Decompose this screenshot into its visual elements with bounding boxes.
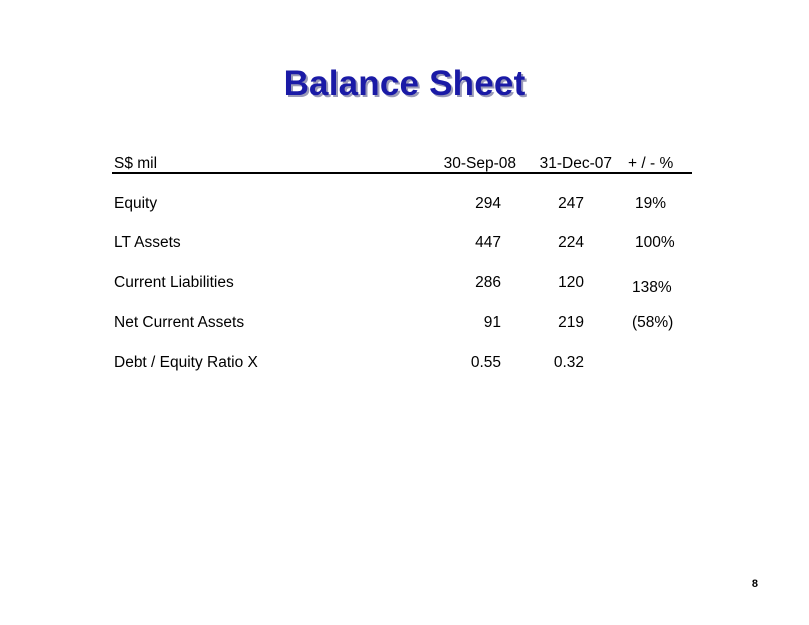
row-period1: 91 xyxy=(483,314,501,331)
row-label: Current Liabilities xyxy=(114,274,234,291)
row-change: 138% xyxy=(632,279,672,296)
row-period2: 219 xyxy=(558,314,584,331)
row-label: Debt / Equity Ratio X xyxy=(114,354,258,371)
row-label: Net Current Assets xyxy=(114,314,245,331)
row-label: LT Assets xyxy=(114,234,181,251)
row-period2: 224 xyxy=(558,234,584,251)
row-change: 100% xyxy=(635,234,675,251)
row-period1: 294 xyxy=(475,195,501,212)
row-change: 19% xyxy=(635,195,667,212)
header-period1: 30-Sep-08 xyxy=(443,155,516,172)
row-period2: 247 xyxy=(558,195,584,212)
row-period1: 286 xyxy=(475,274,501,291)
header-label: S$ mil xyxy=(114,155,158,172)
row-period2: 120 xyxy=(558,274,584,291)
page-number: 8 xyxy=(751,578,758,590)
header-rule xyxy=(112,172,692,174)
header-period2: 31-Dec-07 xyxy=(539,155,612,172)
row-period1: 0.55 xyxy=(470,354,501,371)
row-change: (58%) xyxy=(632,314,674,331)
slide-title: Balance Sheet xyxy=(283,64,526,103)
row-label: Equity xyxy=(114,195,158,212)
row-period1: 447 xyxy=(475,234,501,251)
header-change: + / - % xyxy=(628,155,674,172)
row-period2: 0.32 xyxy=(553,354,584,371)
